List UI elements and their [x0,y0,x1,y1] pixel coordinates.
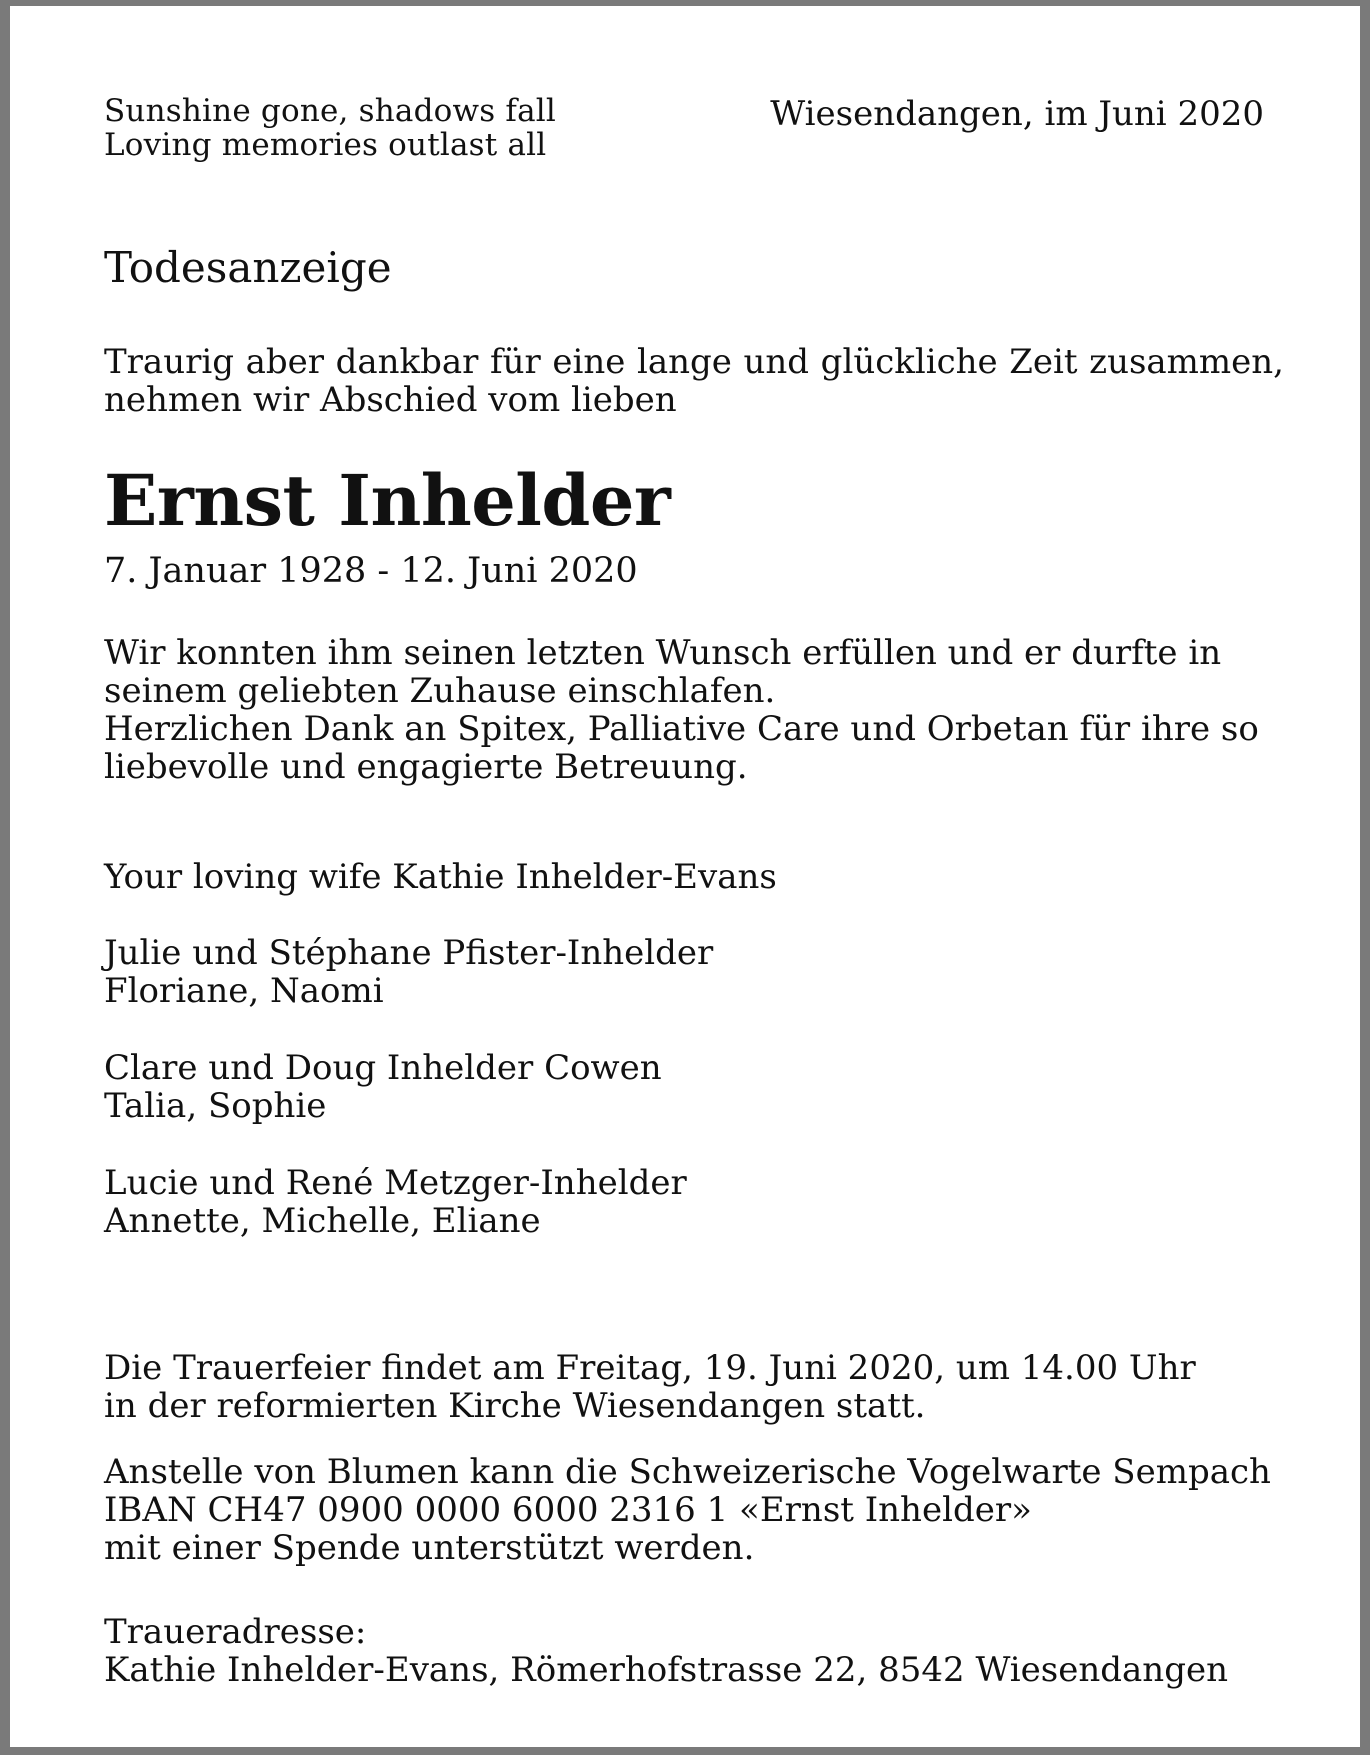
service-line: in der reformierten Kirche Wiesendangen statt. [104,1386,926,1426]
thanks-line: Herzlichen Dank an Spitex, Palliative Care und Orbetan für ihre so [104,709,1259,749]
service-line: Die Trauerfeier findet am Freitag, 19. Juni 2020, um 14.00 Uhr [104,1348,1196,1388]
mourning-address [104,1613,1228,1689]
thanks-paragraph [104,634,1259,786]
family-group [104,934,777,1010]
thanks-line: seinem geliebten Zuhause einschlafen. [104,671,776,711]
service-info [104,1349,1196,1425]
family-group [104,1049,777,1125]
intro-line: Traurig aber dankbar für eine lange und glückliche Zeit zusammen, [104,342,1284,382]
motto-line: Loving memories outlast all [104,127,547,163]
family-line: Julie und Stéphane Pfister-Inhelder [104,933,714,973]
donation-info [104,1453,1271,1567]
donation-line: Anstelle von Blumen kann die Schweizerische Vogelwarte Sempach [104,1452,1271,1492]
family-list [104,858,777,1279]
intro-text [104,343,1284,419]
intro-line: nehmen wir Abschied vom lieben [104,380,677,420]
motto [104,94,556,162]
thanks-line: Wir konnten ihm seinen letzten Wunsch erfüllen und er durfte in [104,633,1222,673]
family-line: Clare und Doug Inhelder Cowen [104,1048,662,1088]
family-group [104,858,777,896]
family-line: Floriane, Naomi [104,971,384,1011]
deceased-name: Ernst Inhelder [104,459,671,542]
address-value: Kathie Inhelder-Evans, Römerhofstrasse 22, 8542 Wiesendangen [104,1650,1228,1690]
family-group [104,1164,777,1240]
motto-line: Sunshine gone, shadows fall [104,93,556,129]
life-dates: 7. Januar 1928 - 12. Juni 2020 [104,551,638,591]
address-label: Traueradresse: [104,1612,367,1652]
donation-line: IBAN CH47 0900 0000 6000 2316 1 «Ernst Inhelder» [104,1490,1032,1530]
place-date: Wiesendangen, im Juni 2020 [770,94,1264,134]
page-title: Todesanzeige [104,243,392,292]
family-line: Your loving wife Kathie Inhelder-Evans [104,857,777,897]
donation-line: mit einer Spende unterstützt werden. [104,1528,755,1568]
thanks-line: liebevolle und engagierte Betreuung. [104,747,748,787]
family-line: Lucie und René Metzger-Inhelder [104,1163,687,1203]
family-line: Annette, Michelle, Eliane [104,1201,541,1241]
family-line: Talia, Sophie [104,1086,327,1126]
